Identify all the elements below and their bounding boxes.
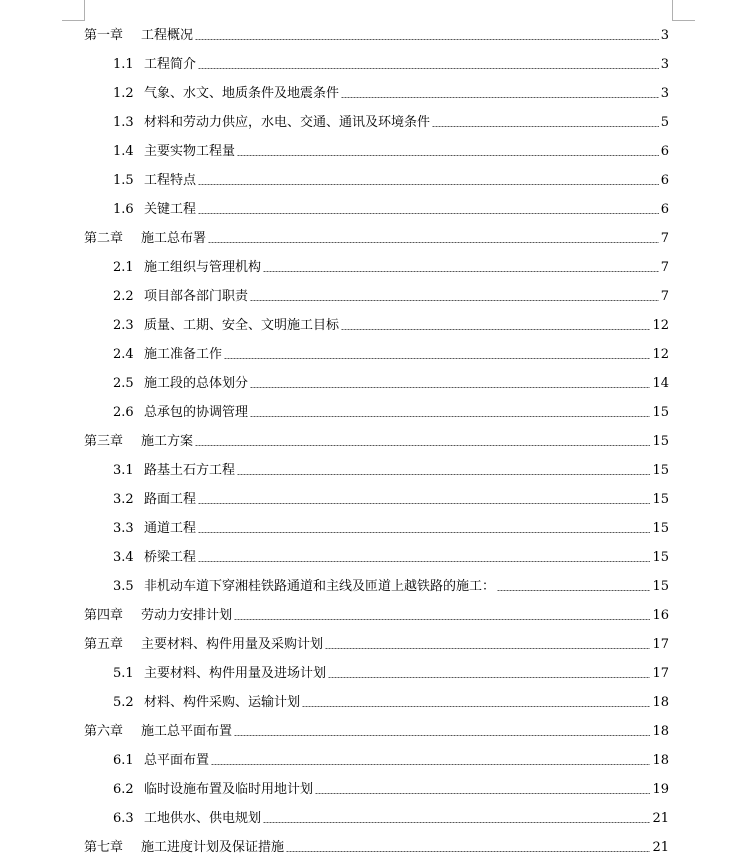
toc-dot-leader (302, 706, 650, 707)
toc-section-entry[interactable] (0, 514, 736, 543)
toc-entry-title: 工程概况 (141, 28, 194, 43)
toc-entry-title: 材料和劳动力供应，水电、交通、通讯及环境条件 (144, 115, 431, 130)
toc-page-number: 3 (660, 57, 669, 72)
toc-section-entry[interactable] (0, 50, 736, 79)
toc-entry-title: 施工方案 (141, 434, 194, 449)
toc-entry-title: 施工段的总体划分 (144, 376, 249, 391)
toc-chapter-entry[interactable] (0, 833, 736, 862)
toc-section-entry[interactable] (0, 253, 736, 282)
toc-chapter-entry[interactable] (0, 717, 736, 746)
toc-entry-number: 1.1 (113, 57, 134, 72)
toc-entry-number: 3.5 (113, 579, 134, 594)
toc-entry-title: 劳动力安排计划 (141, 608, 233, 623)
toc-entry-label (113, 811, 261, 826)
toc-entry-title: 主要实物工程量 (144, 144, 236, 159)
toc-entry-title: 桥梁工程 (144, 550, 197, 565)
toc-entry-number: 第四章 (84, 608, 124, 623)
toc-entry-label (113, 782, 313, 797)
toc-entry-number: 6.3 (113, 811, 134, 826)
toc-entry-label (113, 86, 339, 101)
toc-entry-title: 质量、工期、安全、文明施工目标 (144, 318, 340, 333)
toc-page-number: 15 (652, 521, 669, 536)
toc-page-number: 15 (652, 463, 669, 478)
toc-entry-title: 施工组织与管理机构 (144, 260, 262, 275)
toc-page-number: 12 (652, 318, 669, 333)
toc-dot-leader (432, 126, 659, 127)
toc-dot-leader (237, 474, 650, 475)
toc-page-number: 17 (652, 637, 669, 652)
toc-entry-number: 3.2 (113, 492, 134, 507)
toc-dot-leader (263, 271, 659, 272)
toc-entry-label (113, 57, 196, 72)
toc-entry-label (113, 115, 430, 130)
toc-section-entry[interactable] (0, 398, 736, 427)
toc-entry-number: 6.1 (113, 753, 134, 768)
toc-entry-title: 临时设施布置及临时用地计划 (144, 782, 314, 797)
toc-page-number: 17 (652, 666, 669, 681)
toc-dot-leader (315, 793, 650, 794)
toc-entry-number: 1.4 (113, 144, 134, 159)
toc-entry-title: 主要材料、构件用量及采购计划 (141, 637, 324, 652)
toc-page-number: 15 (652, 492, 669, 507)
toc-dot-leader (211, 764, 650, 765)
toc-page-number: 12 (652, 347, 669, 362)
toc-entry-label (113, 666, 326, 681)
toc-page-number: 21 (652, 811, 669, 826)
toc-entry-label (84, 434, 193, 449)
toc-dot-leader (195, 445, 650, 446)
toc-dot-leader (224, 358, 650, 359)
toc-section-entry[interactable] (0, 572, 736, 601)
toc-entry-title: 非机动车道下穿湘桂铁路通道和主线及匝道上越铁路的施工： (144, 579, 496, 594)
toc-entry-title: 工程特点 (144, 173, 197, 188)
toc-dot-leader (234, 735, 650, 736)
toc-entry-title: 施工总平面布置 (141, 724, 233, 739)
toc-entry-title: 总平面布置 (144, 753, 210, 768)
toc-entry-number: 2.1 (113, 260, 134, 275)
toc-entry-label (113, 579, 495, 594)
toc-entry-number: 3.1 (113, 463, 134, 478)
toc-section-entry[interactable] (0, 79, 736, 108)
toc-entry-number: 5.1 (113, 666, 134, 681)
toc-section-entry[interactable] (0, 108, 736, 137)
page-corner-mark-left (62, 0, 85, 21)
toc-entry-number: 5.2 (113, 695, 134, 710)
toc-entry-title: 施工总布署 (141, 231, 207, 246)
toc-chapter-entry[interactable] (0, 224, 736, 253)
toc-page-number: 14 (652, 376, 669, 391)
toc-entry-label (113, 260, 261, 275)
toc-page-number: 6 (660, 202, 669, 217)
toc-entry-title: 路基土石方工程 (144, 463, 236, 478)
toc-entry-label (113, 376, 248, 391)
toc-dot-leader (198, 561, 650, 562)
toc-page-number: 18 (652, 724, 669, 739)
toc-entry-label (113, 695, 300, 710)
toc-section-entry[interactable] (0, 659, 736, 688)
toc-section-entry[interactable] (0, 688, 736, 717)
toc-section-entry[interactable] (0, 311, 736, 340)
toc-entry-label (113, 550, 196, 565)
toc-page-number: 5 (660, 115, 669, 130)
toc-entry-label (113, 144, 235, 159)
toc-section-entry[interactable] (0, 137, 736, 166)
toc-entry-number: 1.5 (113, 173, 134, 188)
toc-entry-number: 1.6 (113, 202, 134, 217)
toc-page-number: 16 (652, 608, 669, 623)
toc-entry-title: 通道工程 (144, 521, 197, 536)
toc-section-entry[interactable] (0, 369, 736, 398)
toc-entry-number: 1.3 (113, 115, 134, 130)
toc-chapter-entry[interactable] (0, 601, 736, 630)
toc-entry-label (84, 637, 323, 652)
toc-page-number: 15 (652, 405, 669, 420)
toc-dot-leader (198, 503, 650, 504)
toc-page-number: 18 (652, 695, 669, 710)
toc-dot-leader (208, 242, 659, 243)
toc-page-number: 21 (652, 840, 669, 855)
toc-entry-title: 工地供水、供电规划 (144, 811, 262, 826)
toc-entry-label (113, 202, 196, 217)
toc-entry-title: 项目部各部门职责 (144, 289, 249, 304)
toc-entry-label (113, 753, 209, 768)
toc-section-entry[interactable] (0, 166, 736, 195)
toc-page-number: 6 (660, 173, 669, 188)
toc-dot-leader (250, 300, 659, 301)
toc-dot-leader (198, 213, 659, 214)
toc-entry-number: 2.5 (113, 376, 134, 391)
toc-entry-label (113, 289, 248, 304)
toc-entry-title: 施工准备工作 (144, 347, 223, 362)
toc-section-entry[interactable] (0, 804, 736, 833)
toc-entry-number: 第二章 (84, 231, 124, 246)
toc-dot-leader (263, 822, 650, 823)
toc-entry-label (113, 521, 196, 536)
toc-entry-title: 路面工程 (144, 492, 197, 507)
toc-entry-title: 材料、构件采购、运输计划 (144, 695, 301, 710)
toc-entry-number: 第六章 (84, 724, 124, 739)
toc-entry-number: 6.2 (113, 782, 134, 797)
toc-entry-number: 第三章 (84, 434, 124, 449)
toc-entry-label (113, 318, 339, 333)
toc-page-number: 15 (652, 579, 669, 594)
toc-section-entry[interactable] (0, 340, 736, 369)
page-corner-mark-right (672, 0, 695, 21)
toc-page-number: 7 (660, 231, 669, 246)
toc-entry-title: 施工进度计划及保证措施 (141, 840, 285, 855)
toc-section-entry[interactable] (0, 195, 736, 224)
toc-entry-label (113, 405, 248, 420)
toc-page-number: 15 (652, 434, 669, 449)
toc-dot-leader (198, 68, 659, 69)
toc-entry-number: 第五章 (84, 637, 124, 652)
toc-entry-label (113, 347, 222, 362)
toc-entry-number: 3.4 (113, 550, 134, 565)
toc-entry-label (113, 463, 235, 478)
toc-entry-number: 2.2 (113, 289, 134, 304)
toc-chapter-entry[interactable] (0, 21, 736, 50)
toc-entry-number: 1.2 (113, 86, 134, 101)
toc-dot-leader (198, 532, 650, 533)
toc-dot-leader (195, 39, 659, 40)
toc-section-entry[interactable] (0, 282, 736, 311)
toc-entry-title: 气象、水文、地质条件及地震条件 (144, 86, 340, 101)
toc-entry-label (84, 231, 206, 246)
toc-page-number: 15 (652, 550, 669, 565)
toc-entry-label (84, 28, 193, 43)
toc-section-entry[interactable] (0, 543, 736, 572)
toc-page-number: 18 (652, 753, 669, 768)
toc-entry-number: 2.4 (113, 347, 134, 362)
toc-dot-leader (328, 677, 650, 678)
toc-entry-label (84, 608, 232, 623)
toc-dot-leader (341, 97, 659, 98)
toc-entry-number: 第七章 (84, 840, 124, 855)
toc-dot-leader (237, 155, 659, 156)
toc-entry-label (113, 492, 196, 507)
toc-chapter-entry[interactable] (0, 427, 736, 456)
toc-entry-title: 总承包的协调管理 (144, 405, 249, 420)
toc-dot-leader (341, 329, 650, 330)
toc-dot-leader (325, 648, 650, 649)
toc-entry-label (84, 840, 284, 855)
toc-entry-number: 第一章 (84, 28, 124, 43)
toc-page-number: 7 (660, 260, 669, 275)
toc-section-entry[interactable] (0, 775, 736, 804)
toc-entry-title: 主要材料、构件用量及进场计划 (144, 666, 327, 681)
toc-chapter-entry[interactable] (0, 630, 736, 659)
toc-dot-leader (198, 184, 659, 185)
toc-entry-label (84, 724, 232, 739)
toc-section-entry[interactable] (0, 456, 736, 485)
toc-entry-label (113, 173, 196, 188)
toc-page-number: 6 (660, 144, 669, 159)
toc-section-entry[interactable] (0, 485, 736, 514)
toc-entry-number: 2.6 (113, 405, 134, 420)
toc-dot-leader (286, 851, 650, 852)
toc-dot-leader (250, 416, 650, 417)
toc-entry-number: 3.3 (113, 521, 134, 536)
toc-entry-number: 2.3 (113, 318, 134, 333)
toc-dot-leader (250, 387, 650, 388)
toc-section-entry[interactable] (0, 746, 736, 775)
toc-page-number: 7 (660, 289, 669, 304)
toc-page-number: 3 (660, 86, 669, 101)
toc-dot-leader (234, 619, 650, 620)
toc-entry-title: 工程简介 (144, 57, 197, 72)
toc-entry-title: 关键工程 (144, 202, 197, 217)
toc-page-number: 3 (660, 28, 669, 43)
table-of-contents (0, 21, 736, 862)
toc-dot-leader (497, 590, 650, 591)
toc-page-number: 19 (652, 782, 669, 797)
